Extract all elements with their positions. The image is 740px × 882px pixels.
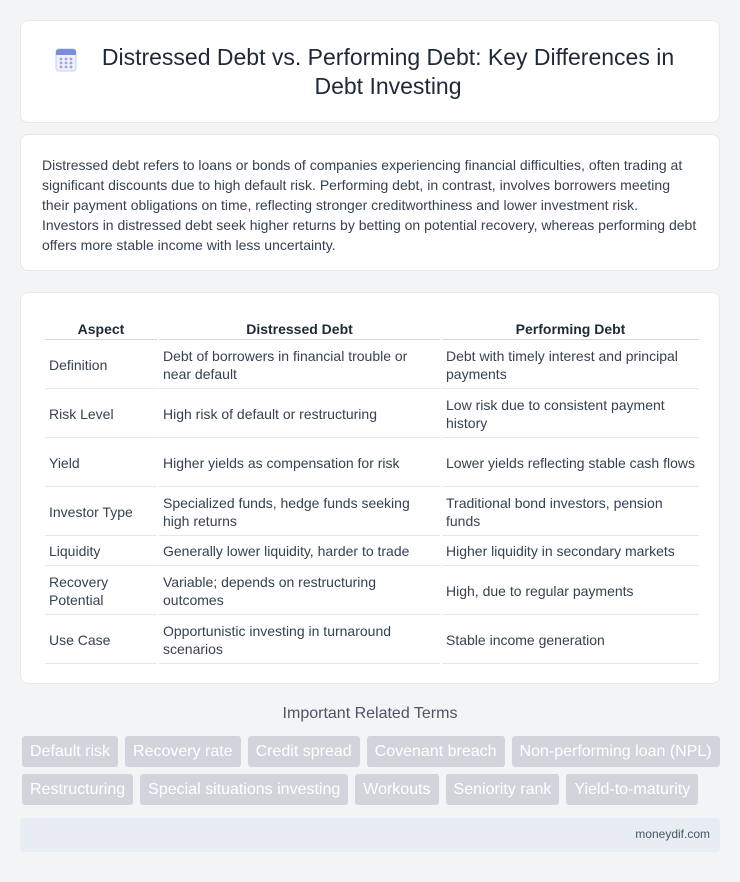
aspect-cell: Definition (45, 340, 157, 389)
aspect-cell: Risk Level (45, 389, 157, 438)
table-row (45, 566, 699, 615)
table-row (45, 438, 699, 487)
term-tag[interactable]: Non-performing loan (NPL) (512, 736, 720, 767)
comparison-table-card (20, 292, 720, 684)
term-tag[interactable]: Special situations investing (140, 774, 348, 805)
page-title: Distressed Debt vs. Performing Debt: Key Differences in Debt Investing (101, 43, 675, 99)
performing-cell: Low risk due to consistent payment history (442, 389, 699, 438)
distressed-cell: Higher yields as compensation for risk (159, 438, 440, 487)
performing-cell: Stable income generation (442, 615, 699, 664)
term-tag[interactable]: Credit spread (248, 736, 360, 767)
distressed-cell: Debt of borrowers in financial trouble or near default (159, 340, 440, 389)
header-card (20, 20, 720, 123)
footer-site[interactable]: moneydif.com (635, 827, 710, 841)
table-row (45, 536, 699, 566)
aspect-cell: Investor Type (45, 487, 157, 536)
table-row (45, 615, 699, 664)
performing-cell: Debt with timely interest and principal payments (442, 340, 699, 389)
summary-text: Distressed debt refers to loans or bonds of companies experiencing financial difficulties, often trading at significant discounts due to high default risk. Performing debt, in contrast, involves borrowers meeting their payment obligations on time, reflecting stronger creditworthiness and lower investment risk. Investors in distressed debt seek higher returns by betting on potential recovery, whereas performing debt offers more stable income with less uncertainty. (42, 157, 697, 253)
term-tag[interactable]: Default risk (22, 736, 118, 767)
summary-card (20, 134, 720, 271)
performing-cell: Higher liquidity in secondary markets (442, 536, 699, 566)
distressed-cell: Opportunistic investing in turnaround scenarios (159, 615, 440, 664)
distressed-cell: Generally lower liquidity, harder to trade (159, 536, 440, 566)
term-tag[interactable]: Restructuring (22, 774, 133, 805)
header-distressed-debt: Distressed Debt (159, 317, 440, 340)
term-tag[interactable]: Workouts (355, 774, 438, 805)
term-tag[interactable]: Recovery rate (125, 736, 241, 767)
table-header-row (45, 317, 699, 340)
aspect-cell: Use Case (45, 615, 157, 664)
footer (20, 818, 720, 852)
related-terms-title: Important Related Terms (282, 705, 458, 722)
term-tag[interactable]: Covenant breach (367, 736, 505, 767)
aspect-cell: Recovery Potential (45, 566, 157, 615)
performing-cell: Traditional bond investors, pension funds (442, 487, 699, 536)
table-row (45, 487, 699, 536)
comparison-table (43, 317, 701, 664)
table-row (45, 389, 699, 438)
term-tag[interactable]: Seniority rank (446, 774, 560, 805)
related-terms-list (22, 736, 722, 805)
table-row (45, 340, 699, 389)
distressed-cell: High risk of default or restructuring (159, 389, 440, 438)
term-tag[interactable]: Yield-to-maturity (566, 774, 698, 805)
performing-cell: Lower yields reflecting stable cash flows (442, 438, 699, 487)
header-performing-debt: Performing Debt (442, 317, 699, 340)
performing-cell: High, due to regular payments (442, 566, 699, 615)
aspect-cell: Liquidity (45, 536, 157, 566)
header-aspect: Aspect (45, 317, 157, 340)
aspect-cell: Yield (45, 438, 157, 487)
distressed-cell: Variable; depends on restructuring outcomes (159, 566, 440, 615)
distressed-cell: Specialized funds, hedge funds seeking high returns (159, 487, 440, 536)
